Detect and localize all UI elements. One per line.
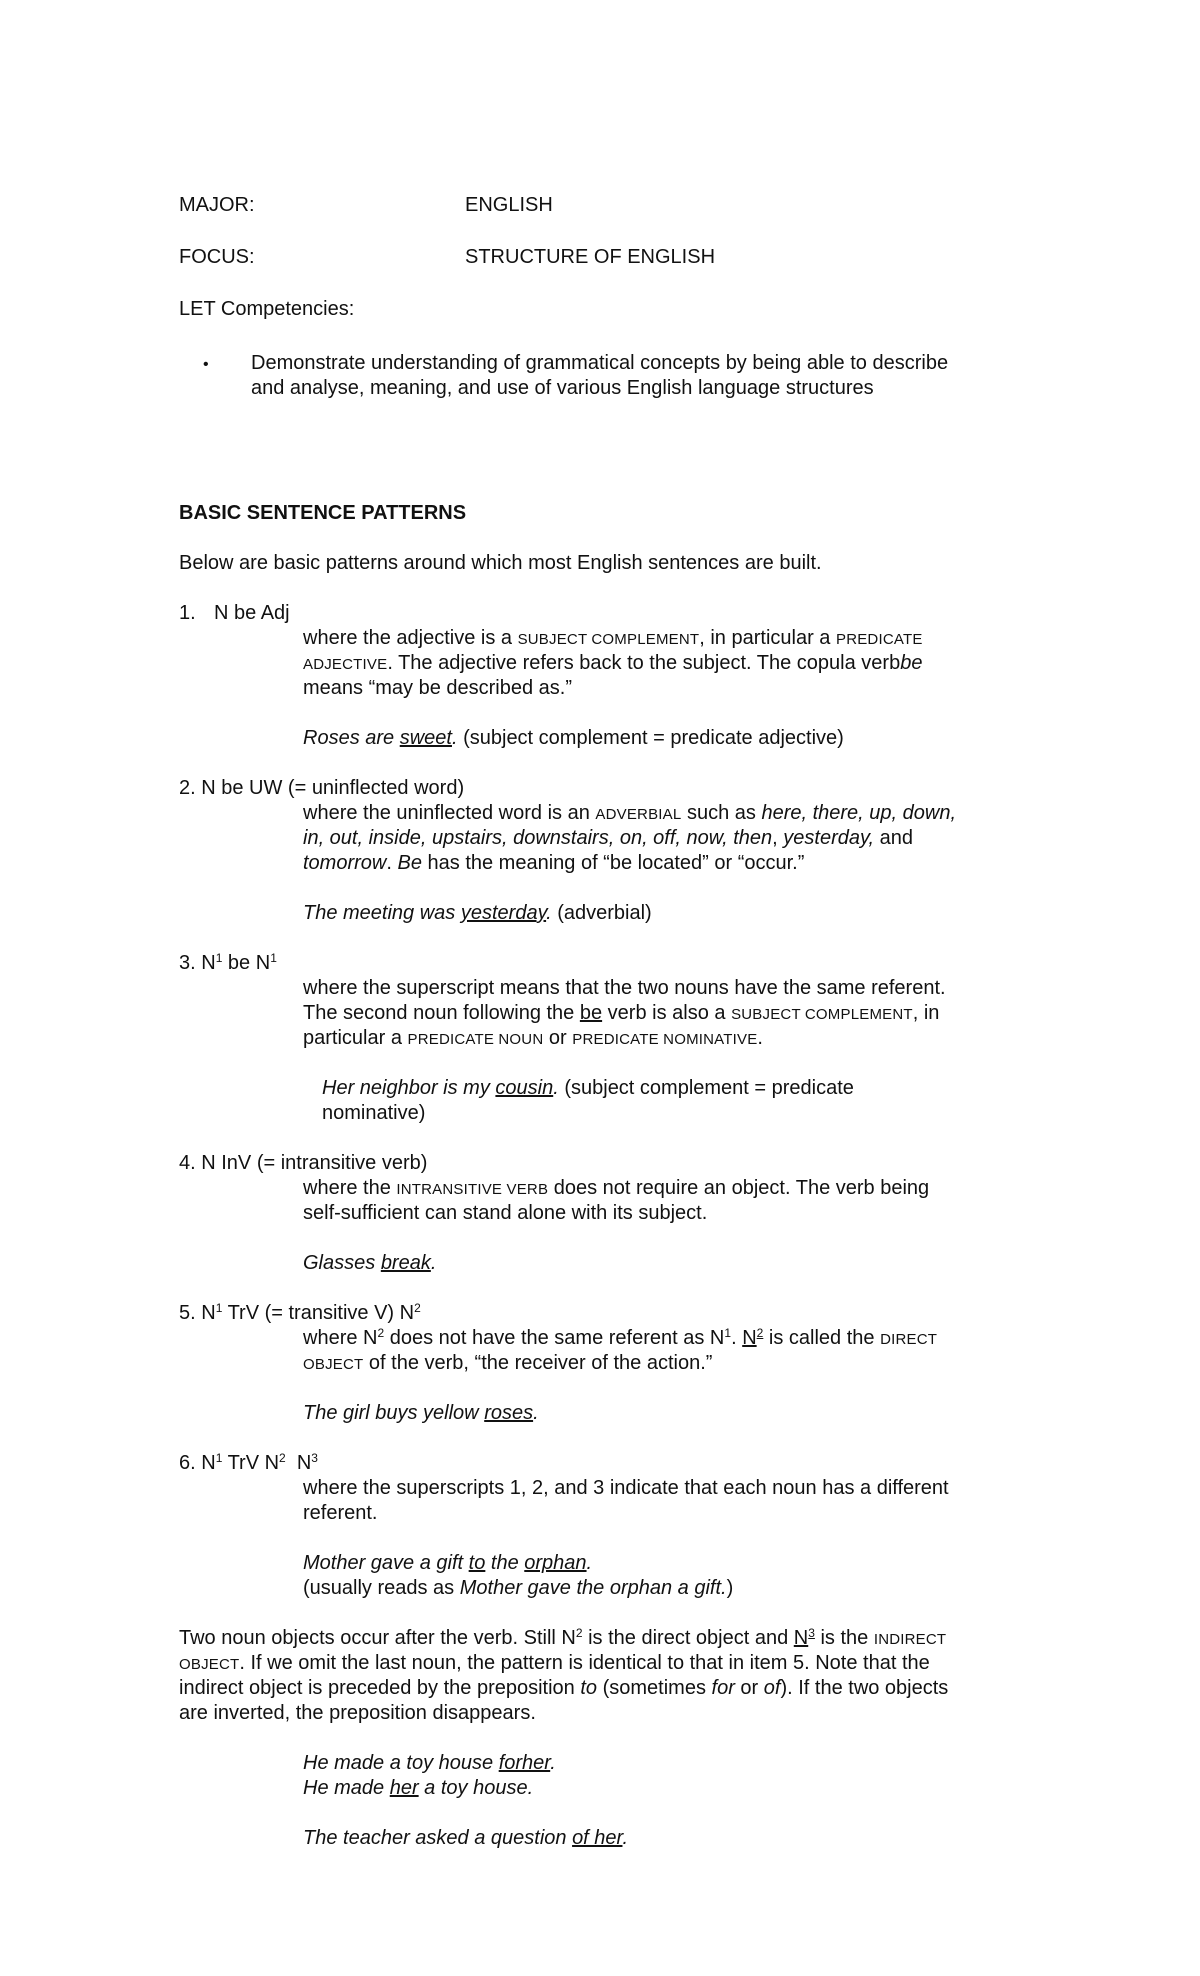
closing-example-1: He made a toy house forher. (303, 1752, 556, 1774)
section-title: BASIC SENTENCE PATTERNS (179, 502, 467, 524)
closing-line-1: Two noun objects occur after the verb. Still $N^2$ is the direct object and $N^3$ is the INDIRECT (179, 1626, 947, 1649)
pattern-6-desc-line-1: where the superscripts 1, 2, and 3 indicate that each noun has a different (303, 1477, 949, 1499)
pattern-5-desc-line-1: where $N^2$ does not have the same referent as $N^1$. $N^2$ is called the DIRECT (303, 1326, 938, 1349)
pattern-5-desc-line-2: OBJECT of the verb, “the receiver of the action.” (303, 1352, 713, 1374)
closing-example-3: The teacher asked a question of her. (303, 1827, 629, 1849)
pattern-5-example: The girl buys yellow roses. (303, 1402, 539, 1424)
pattern-1-desc-line-1: where the adjective is a SUBJECT COMPLEMENT, in particular a PREDICATE (303, 627, 923, 649)
pattern-3-example-note-cont: nominative) (322, 1102, 426, 1124)
pattern-3-desc-line-3: particular a PREDICATE NOUN or PREDICATE NOMINATIVE. (303, 1027, 763, 1049)
pattern-2-desc-line-3: tomorrow. Be has the meaning of “be located” or “occur.” (303, 852, 805, 874)
pattern-5-heading: 5. $N^1$ TrV (= transitive V) $N^2$ (179, 1301, 421, 1324)
pattern-1-number: 1. (179, 602, 196, 624)
pattern-1-desc-line-2: ADJECTIVE. The adjective refers back to the subject. The copula verbbe (303, 652, 923, 674)
pattern-1-heading: N be Adj (214, 602, 290, 624)
pattern-6-example: Mother gave a gift to the orphan. (303, 1552, 593, 1574)
pattern-1-example: Roses are sweet. (subject complement = predicate adjective) (303, 727, 844, 749)
intro-text: Below are basic patterns around which most English sentences are built. (179, 552, 822, 574)
pattern-3-example: Her neighbor is my cousin. (subject complement = predicate (322, 1077, 854, 1099)
pattern-2-desc-line-2: in, out, inside, upstairs, downstairs, on, off, now, then, yesterday, and (303, 827, 913, 849)
pattern-2-example: The meeting was yesterday. (adverbial) (303, 902, 652, 924)
pattern-3-desc-line-2: The second noun following the be verb is also a SUBJECT COMPLEMENT, in (303, 1002, 940, 1024)
competency-line-1: Demonstrate understanding of grammatical concepts by being able to describe (251, 352, 949, 374)
pattern-2-desc-line-1: where the uninflected word is an ADVERBIAL such as here, there, up, down, (303, 802, 957, 824)
pattern-3-desc-line-1: where the superscript means that the two nouns have the same referent. (303, 977, 946, 999)
bullet-icon: • (203, 356, 209, 373)
pattern-4-example: Glasses break. (303, 1252, 437, 1274)
pattern-3-heading: 3. $N^1$ be $N^1$ (179, 951, 277, 974)
closing-line-2: OBJECT. If we omit the last noun, the pattern is identical to that in item 5. Note that the (179, 1652, 930, 1674)
pattern-6-example-note: (usually reads as Mother gave the orphan a gift.) (303, 1577, 734, 1599)
competency-line-2: and analyse, meaning, and use of various English language structures (251, 377, 874, 399)
closing-example-2: He made her a toy house. (303, 1777, 534, 1799)
pattern-6-desc-line-2: referent. (303, 1502, 378, 1524)
pattern-6-heading: 6. $N^1$ TrV $N^2$ $N^3$ (179, 1451, 318, 1474)
competencies-label: LET Competencies: (179, 298, 355, 320)
major-label: MAJOR: (179, 194, 255, 216)
focus-value: STRUCTURE OF ENGLISH (465, 246, 716, 268)
pattern-4-desc-line-1: where the INTRANSITIVE VERB does not require an object. The verb being (303, 1177, 930, 1199)
closing-line-3: indirect object is preceded by the preposition to (sometimes for or of). If the two objects (179, 1677, 949, 1699)
pattern-1-desc-line-3: means “may be described as.” (303, 677, 573, 699)
closing-line-4: are inverted, the preposition disappears. (179, 1702, 536, 1724)
focus-label: FOCUS: (179, 246, 255, 268)
major-value: ENGLISH (465, 194, 553, 216)
pattern-2-heading: 2. N be UW (= uninflected word) (179, 777, 465, 799)
pattern-4-desc-line-2: self-sufficient can stand alone with its subject. (303, 1202, 708, 1224)
pattern-4-heading: 4. N InV (= intransitive verb) (179, 1152, 428, 1174)
